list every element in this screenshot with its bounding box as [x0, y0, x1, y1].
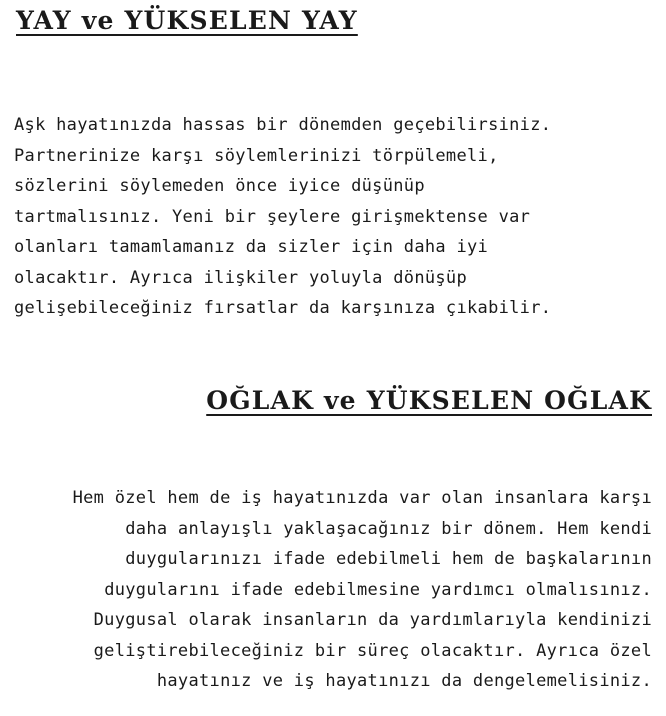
body-line: duygularınızı ifade edebilmeli hem de başkalarının	[125, 549, 652, 569]
body-line: Hem özel hem de iş hayatınızda var olan insanlara karşı	[72, 488, 652, 508]
section-title-yay: YAY ve YÜKSELEN YAY	[16, 6, 358, 35]
body-line: olanları tamamlamanız da sizler için daha iyi	[14, 237, 489, 257]
section-title-oglak: OĞLAK ve YÜKSELEN OĞLAK	[206, 386, 652, 415]
body-line: tartmalısınız. Yeni bir şeylere girişmektense var	[14, 206, 531, 227]
body-line: Duygusal olarak insanların da yardımlarıyla kendinizi	[93, 610, 652, 630]
body-line: sözlerini söylemeden önce iyice düşünüp	[14, 176, 425, 196]
section-body-oglak	[73, 483, 652, 697]
body-line: duygularını ifade edebilmesine yardımcı olmalısınız.	[104, 579, 652, 600]
body-line: olacaktır. Ayrıca ilişkiler yoluyla dönüşüp	[14, 267, 467, 288]
body-line: daha anlayışlı yaklaşacağınız bir dönem. Hem kendi	[125, 518, 652, 539]
body-line: geliştirebileceğiniz bir süreç olacaktır. Ayrıca özel	[93, 640, 652, 661]
body-line: Partnerinize karşı söylemlerinizi törpülemeli,	[14, 145, 499, 166]
body-line: Aşk hayatınızda hassas bir dönemden geçebilirsiniz.	[14, 115, 552, 135]
section-body-yay	[14, 110, 551, 324]
body-line: hayatınız ve iş hayatınızı da dengelemelisiniz.	[156, 671, 652, 691]
body-line: gelişebileceğiniz fırsatlar da karşınıza çıkabilir.	[14, 298, 552, 318]
